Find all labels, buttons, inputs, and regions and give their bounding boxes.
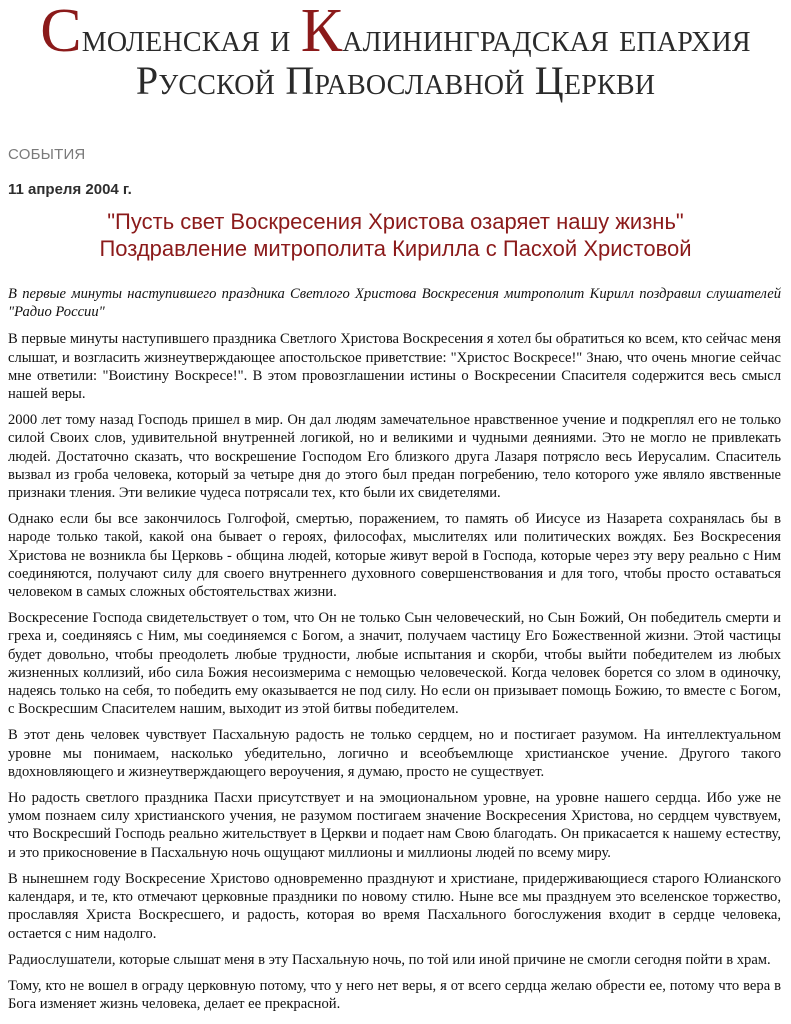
article-date: 11 апреля 2004 г. [8, 181, 132, 198]
article-paragraph: Однако если бы все закончилось Голгофой, смертью, поражением, то память об Иисусе из Назарета сохранялась бы в народе только такой, какой она бывает о героях, философах, мыслителях или политических вождях. Без Воскресения Христова не возникла бы Церковь - община людей, которые живут верой в Господа, которые через эту веру реально с Ним соединяются, получают силу для своего внутреннего духовного совершенствования и для того, чтобы просто оставаться человеком в самых сложных обстоятельствах жизни. [8, 511, 781, 601]
article-title [0, 208, 791, 262]
section-label: СОБЫТИЯ [8, 146, 86, 163]
masthead-initial-k: К [300, 0, 343, 65]
article-paragraph: Воскресение Господа свидетельствует о том, что Он не только Сын человеческий, но Сын Божий, Он победитель смерти и греха и, соединяясь с Ним, мы соединяемся с Богом, а значит, получаем частицу Его Божественной жизни. Этой частицы будет довольно, чтобы преодолеть любые трудности, любые испытания и скорби, чтобы выйти победителем из любых жизненных коллизий, ибо сила Божия несоизмерима с немощью человеческой. Когда человек борется со злом в одиночку, надеясь только на себя, то победить ему оказывается не под силу. Но если он призывает помощь Божию, то вместе с Богом, с Воскресшим Спасителем нашим, выходит из этой битвы победителем. [8, 610, 781, 718]
article-paragraph: Радиослушатели, которые слышат меня в эту Пасхальную ночь, по той или иной причине не смогли сегодня пойти в храм. [8, 951, 771, 968]
article-paragraph: Но радость светлого праздника Пасхи присутствует и на эмоциональном уровне, на уровне нашего сердца. Ибо уже не умом познаем силу христианского учения, не разумом постигаем значение Воскресения Христова, но сердцем чувствуем, что Воскресший Господь реально жительствует в Церкви и подает нам Свою благодать. Он прикасается к нашему естеству, и это прикосновение в Пасхальную ночь ощущают миллионы и миллионы людей по всему миру. [8, 790, 781, 861]
article-paragraph: 2000 лет тому назад Господь пришел в мир. Он дал людям замечательное нравственное учение и подкреплял его не только силой Своих слов, удивительной внутренней логикой, но и великими и чудными деяниями. Это не могло не привлекать людей. Достаточно сказать, что воскрешение Господом Его близкого друга Лазаря потрясло весь Иерусалим. Спаситель вызвал из гроба человека, который за четыре дня до этого был предан погребению, тело которого уже являло явственные признаки тления. Эти великие чудеса потрясали тех, кто были их свидетелями. [8, 412, 781, 502]
article-paragraph: Тому, кто не вошел в ограду церковную потому, что у него нет веры, я от всего сердца желаю обрести ее, потому что вера в Бога изменяет жизнь человека, делает ее прекрасной. [8, 977, 781, 1013]
article-paragraph: В этот день человек чувствует Пасхальную радость не только сердцем, но и постигает разумом. На интеллектуальном уровне мы понимаем, насколько убедительно, логично и всеобъемлюще христианское учение. Другого такого вдохновляющего и жизнеутверждающего вероучения, я думаю, просто не существует. [8, 727, 781, 780]
masthead-text-smolensk: моленская и [81, 15, 301, 60]
masthead-line-2 [0, 55, 791, 107]
masthead-initial-r: Р [135, 58, 159, 103]
masthead-text-orthodox: равославной [314, 58, 535, 103]
article-paragraph: В нынешнем году Воскресение Христово одновременно празднуют и христиане, придерживающиеся старого Юлианского календаря, и те, кто отмечают церковные праздники по новому стилю. Ныне все мы празднуем это вселенское торжество, прославляя Христа Воскресшего, и радость, которая во время Пасхального богослужения входит в сердце человека, остается с ним надолго. [8, 870, 781, 942]
masthead-initial-s: С [40, 0, 82, 65]
masthead-text-kaliningrad: алининградская епархия [342, 15, 751, 60]
masthead-initial-p: П [285, 58, 315, 103]
diocese-masthead [0, 0, 791, 112]
article-body [8, 285, 781, 1021]
article-title-line-2: Поздравление митрополита Кирилла с Пасхой Христовой [99, 236, 692, 261]
masthead-initial-ts: Ц [534, 58, 564, 103]
masthead-text-church: еркви [563, 58, 656, 103]
article-paragraph: В первые минуты наступившего праздника Светлого Христова Воскресения я хотел бы обратиться ко всем, кто сейчас меня слышат, и возгласить жизнеутверждающее апостольское приветствие: "Христос Воскресе!" Знаю, что очень многие сейчас мне ответили: "Воистину Воскресе!". В этом провозглашении истины о Воскресении Спасителя содержится весь смысл нашей веры. [8, 331, 781, 403]
masthead-text-russian: усской [158, 58, 286, 103]
article-lead: В первые минуты наступившего праздника Светлого Христова Воскресения митрополит Кирилл поздравил слушателей "Радио России" [8, 286, 781, 321]
article-title-line-1: "Пусть свет Воскресения Христова озаряет нашу жизнь" [107, 209, 684, 234]
